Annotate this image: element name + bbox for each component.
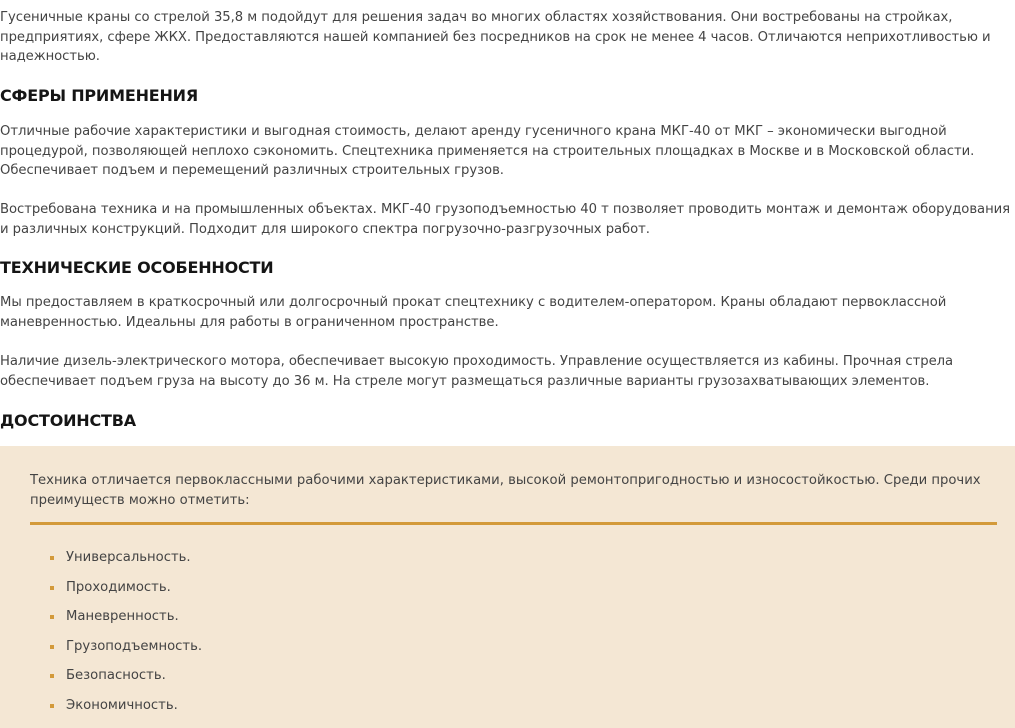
- list-item: [30, 694, 202, 724]
- list-item-label: Экономичность.: [66, 697, 178, 713]
- square-bullet-icon: [50, 556, 54, 560]
- square-bullet-icon: [50, 615, 54, 619]
- advantages-list: [30, 546, 202, 723]
- square-bullet-icon: [50, 674, 54, 678]
- advantages-divider: [30, 522, 997, 525]
- tech-paragraph-2: Наличие дизель-электрического мотора, обеспечивает высокую проходимость. Управление осуществляется из кабины. Прочная стрела обеспечивает подъем груза на высоту до 36 м. На стреле могут размещаться различные варианты грузозахватывающих элементов.: [0, 354, 954, 389]
- list-item-label: Безопасность.: [66, 668, 166, 683]
- advantages-intro: Техника отличается первоклассными рабочими характеристиками, высокой ремонтопригодностью и износостойкостью. Среди прочих преимуществ можно отметить:: [30, 473, 981, 508]
- spheres-paragraph-1: Отличные рабочие характеристики и выгодная стоимость, делают аренду гусеничного крана МКГ-40 от МКГ – экономически выгодной процедурой, позволяющей неплохо сэкономить. Спецтехника применяется на строительных площадках в Москве и в Московской области. Обеспечивает подъем и перемещений различных строительных грузов.: [0, 124, 975, 179]
- section-heading-spheres: СФЕРЫ ПРИМЕНЕНИЯ: [0, 86, 198, 105]
- square-bullet-icon: [50, 704, 54, 708]
- section-heading-advantages: ДОСТОИНСТВА: [0, 411, 136, 430]
- tech-paragraph-1: Мы предоставляем в краткосрочный или долгосрочный прокат спецтехнику с водителем-оператором. Краны обладают первоклассной маневренностью. Идеальны для работы в ограниченном пространстве.: [0, 295, 947, 330]
- list-item-label: Проходимость.: [66, 579, 171, 595]
- list-item: [30, 635, 202, 665]
- square-bullet-icon: [50, 586, 54, 590]
- list-item-label: Универсальность.: [66, 550, 191, 565]
- spheres-paragraph-2: Востребована техника и на промышленных объектах. МКГ-40 грузоподъемностью 40 т позволяет проводить монтаж и демонтаж оборудования и различных конструкций. Подходит для широкого спектра погрузочно-разгрузочных работ.: [0, 202, 1011, 237]
- advantages-box: [0, 446, 1015, 728]
- list-item-label: Маневренность.: [66, 609, 179, 624]
- list-item: [30, 605, 202, 635]
- intro-paragraph: Гусеничные краны со стрелой 35,8 м подойдут для решения задач во многих областях хозяйствования. Они востребованы на стройках, предприятиях, сфере ЖКХ. Предоставляются нашей компанией без посредников на срок не менее 4 часов. Отличаются неприхотливостью и надежностью.: [0, 10, 991, 65]
- section-heading-tech: ТЕХНИЧЕСКИЕ ОСОБЕННОСТИ: [0, 258, 274, 277]
- list-item: [30, 664, 202, 694]
- square-bullet-icon: [50, 645, 54, 649]
- list-item-label: Грузоподъемность.: [66, 638, 203, 654]
- list-item: [30, 546, 202, 576]
- list-item: [30, 576, 202, 606]
